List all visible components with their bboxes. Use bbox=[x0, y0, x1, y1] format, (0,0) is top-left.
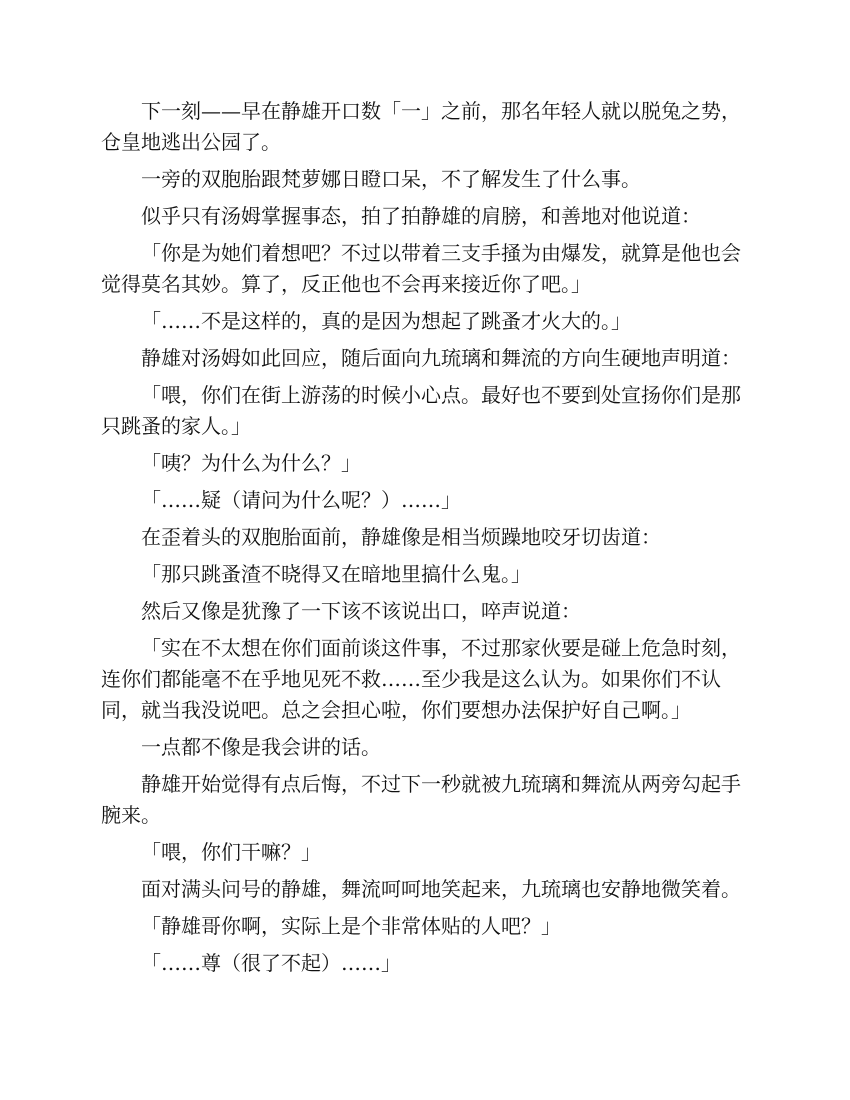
paragraph: 「……不是这样的，真的是因为想起了跳蚤才火大的。」 bbox=[141, 309, 631, 333]
paragraph: 「实在不太想在你们面前谈这件事，不过那家伙要是碰上危急时刻，连你们都能毫不在乎地见死不救……至少我是这么认为。如果你们不认同，就当我没说吧。总之会担心啦，你们要想办法保护好自己啊。」 bbox=[101, 636, 741, 722]
paragraph: 在歪着头的双胞胎面前，静雄像是相当烦躁地咬牙切齿道： bbox=[141, 525, 661, 549]
paragraph: 面对满头问号的静雄，舞流呵呵地笑起来，九琉璃也安静地微笑着。 bbox=[141, 877, 741, 901]
body-text bbox=[101, 96, 753, 985]
paragraph: 「那只跳蚤渣不晓得又在暗地里搞什么鬼。」 bbox=[141, 562, 531, 586]
paragraph: 然后又像是犹豫了一下该不该说出口，啐声说道： bbox=[141, 599, 581, 623]
paragraph: 下一刻——早在静雄开口数「一」之前，那名年轻人就以脱兔之势，仓皇地逃出公园了。 bbox=[101, 99, 741, 154]
paragraph: 似乎只有汤姆掌握事态，拍了拍静雄的肩膀，和善地对他说道： bbox=[141, 204, 701, 228]
paragraph: 「喂，你们干嘛？」 bbox=[141, 840, 321, 864]
paragraph: 「咦？为什么为什么？」 bbox=[141, 451, 361, 475]
paragraph: 「静雄哥你啊，实际上是个非常体贴的人吧？」 bbox=[141, 914, 561, 938]
paragraph: 静雄开始觉得有点后悔，不过下一秒就被九琉璃和舞流从两旁勾起手腕来。 bbox=[101, 772, 741, 827]
paragraph: 「你是为她们着想吧？不过以带着三支手掻为由爆发，就算是他也会觉得莫名其妙。算了，反正他也不会再来接近你了吧。」 bbox=[101, 241, 741, 296]
paragraph: 「……疑（请问为什么呢？）……」 bbox=[141, 488, 461, 512]
paragraph: 一点都不像是我会讲的话。 bbox=[141, 735, 381, 759]
paragraph: 一旁的双胞胎跟梵萝娜日瞪口呆，不了解发生了什么事。 bbox=[141, 167, 641, 191]
paragraph: 「……尊（很了不起）……」 bbox=[141, 951, 401, 975]
paragraph: 静雄对汤姆如此回应，随后面向九琉璃和舞流的方向生硬地声明道： bbox=[141, 346, 741, 370]
paragraph: 「喂，你们在街上游荡的时候小心点。最好也不要到处宣扬你们是那只跳蚤的家人。」 bbox=[101, 383, 741, 438]
